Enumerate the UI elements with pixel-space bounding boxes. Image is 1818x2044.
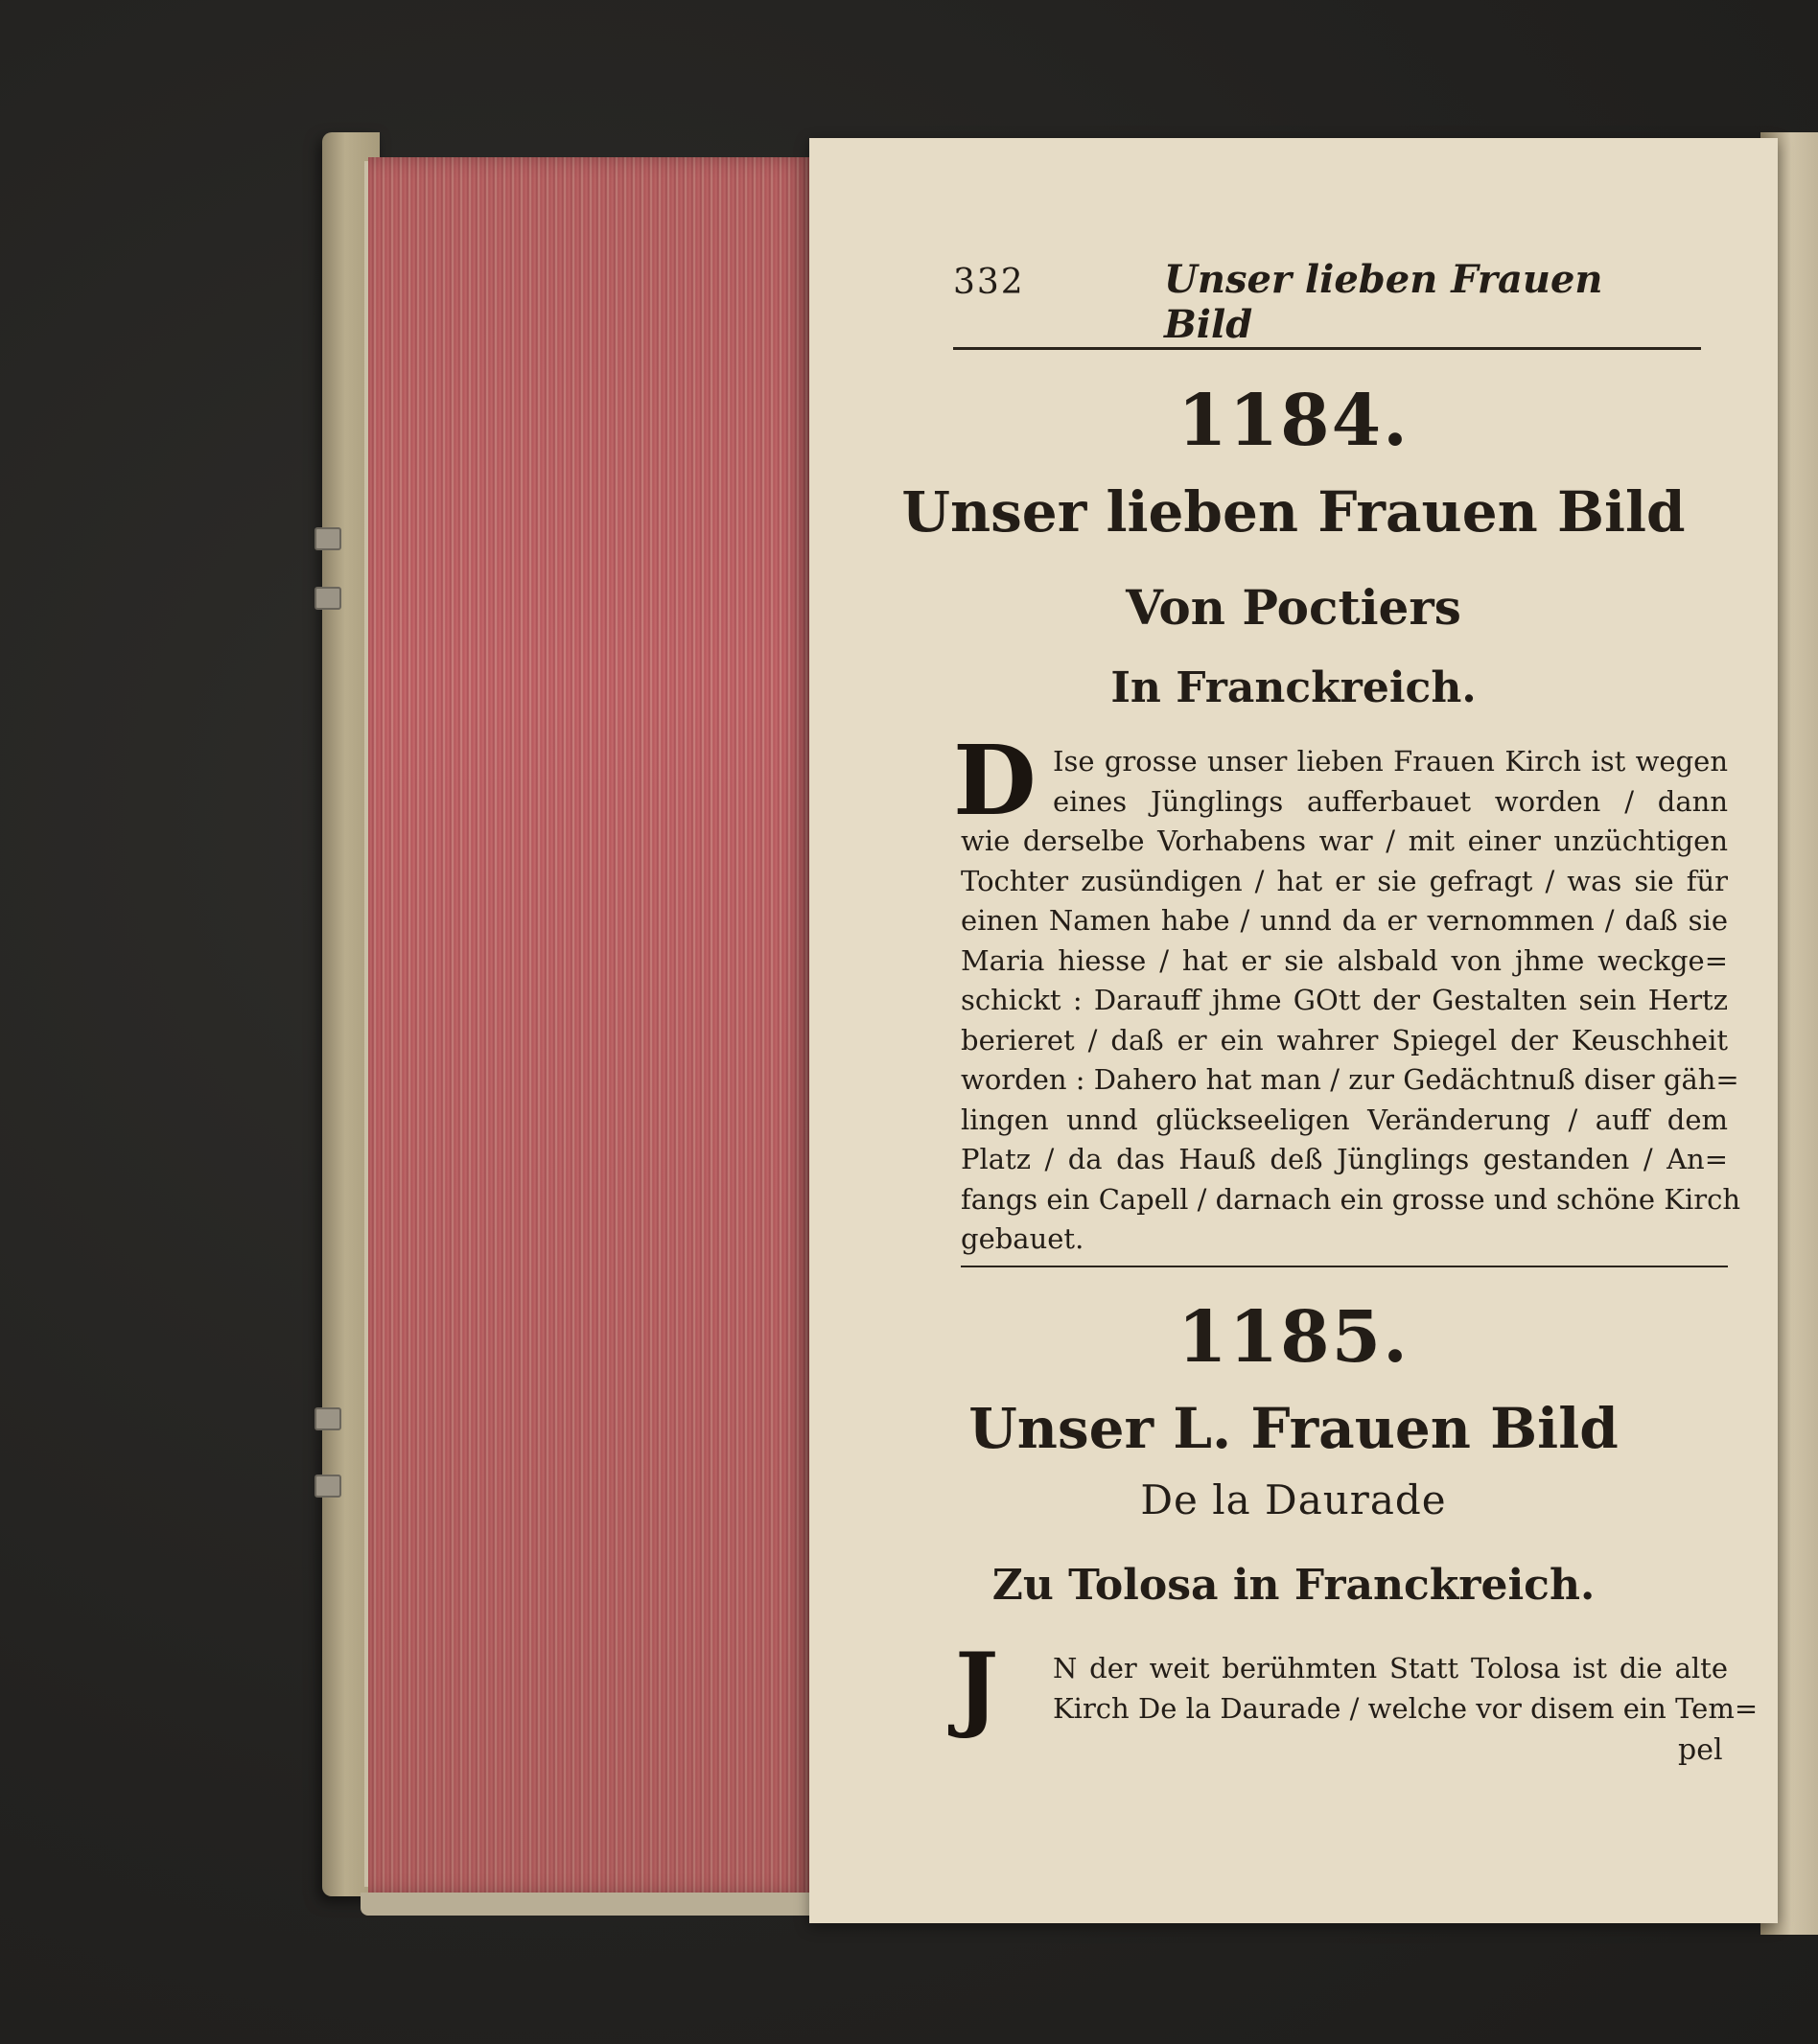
text-line: lingen unnd glückseeligen Veränderung / auff dem [961,1103,1728,1136]
text-line: Kirch De la Daurade / welche vor disem ein Tem= [1053,1691,1759,1725]
clasp-icon [315,587,341,610]
clasp-icon [315,1475,341,1498]
entry-place: De la Daurade [1140,1476,1447,1523]
entry-number: 1185. [1177,1296,1410,1379]
text-line: fangs ein Capell / darnach ein grosse und schöne Kirch [961,1182,1741,1216]
text-line: gebauet. [961,1222,1084,1255]
text-line: N der weit berühmten Statt Tolosa ist die alte [1053,1652,1728,1684]
entry-body-text [961,1649,1759,1729]
running-title: Unser lieben Frauen Bild [1164,257,1603,347]
text-line: schickt : Darauff jhme GOtt der Gestalten sein Hertz [961,984,1728,1016]
text-line: berieret / daß er ein wahrer Spiegel der Keuschheit [961,1023,1728,1057]
catchword: pel [1678,1733,1723,1767]
text-line: Maria hiesse / hat er sie alsbald von jhme weckge= [961,943,1728,977]
section-rule [961,1266,1728,1267]
text-line: Ise grosse unser lieben Frauen Kirch ist wegen [1053,745,1728,778]
text-line: wie derselbe Vorhabens war / mit einer unzüchtigen [961,825,1728,857]
text-line: Tochter zusündigen / hat er sie gefragt / was sie für [961,864,1728,897]
entry-body-text [961,742,1741,1260]
text-line: eines Jünglings aufferbauet worden / dann [1053,784,1728,818]
book-page [809,138,1778,1923]
text-line: worden : Dahero hat man / zur Gedächtnuß diser gäh= [961,1063,1739,1096]
header-rule [953,347,1701,350]
drop-cap: D [953,724,1037,837]
entry-title: Unser lieben Frauen Bild [901,479,1686,545]
clasp-icon [315,1407,341,1430]
entry-country: Zu Tolosa in Franckreich. [991,1561,1596,1610]
entry-title: Unser L. Frauen Bild [968,1396,1619,1461]
entry-country: In Franckreich. [1110,663,1477,712]
drop-cap: J [955,1633,999,1741]
page-header [953,257,1682,347]
clasp-icon [315,527,341,550]
text-line: einen Namen habe / unnd da er vernommen / daß sie [961,904,1728,937]
entry-place: Von Poctiers [1126,579,1461,636]
red-page-edges [368,157,809,1894]
page-number: 332 [953,263,1025,302]
text-line: Platz / da das Hauß deß Jünglings gestanden / An= [961,1143,1728,1175]
book [322,132,1818,1954]
entry-number: 1184. [1177,380,1410,462]
